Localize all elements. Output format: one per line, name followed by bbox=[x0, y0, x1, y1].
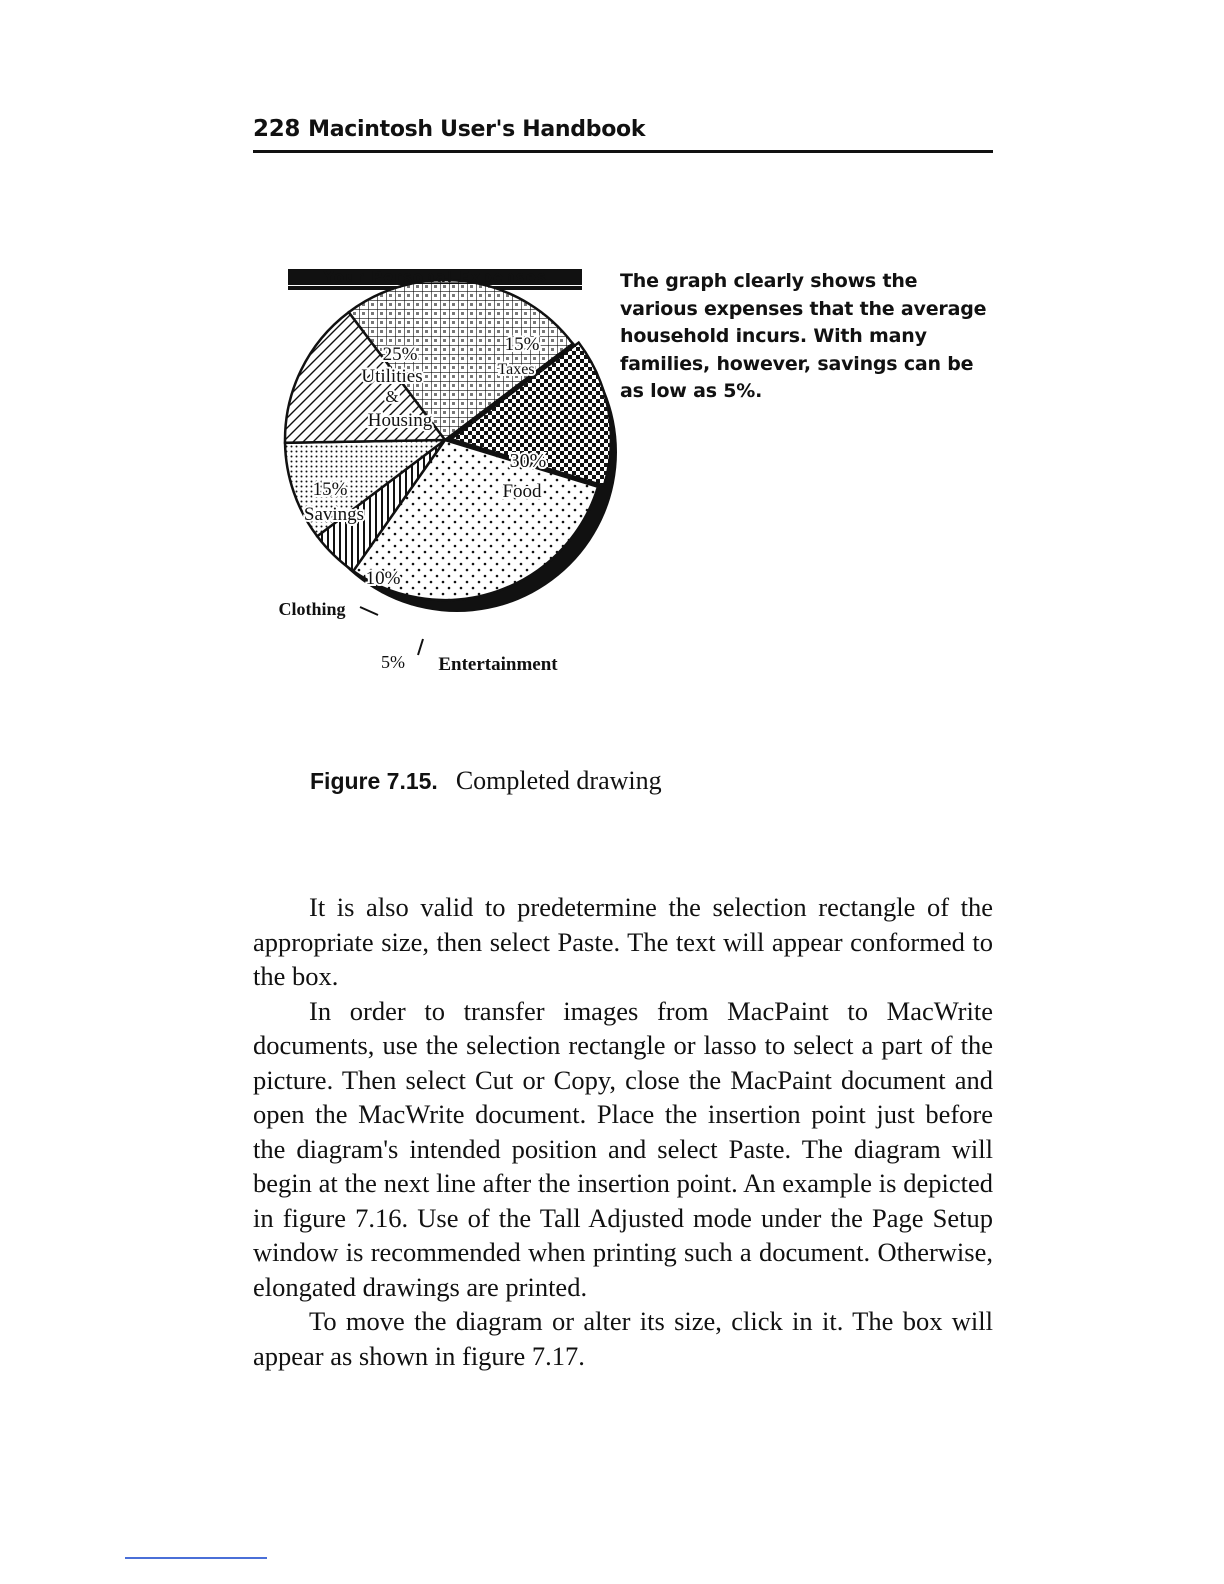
header-text bbox=[253, 116, 645, 142]
pie-chart-figure bbox=[260, 255, 640, 685]
label-clothing: Clothing bbox=[278, 599, 346, 619]
label-savings-percent: 15% bbox=[312, 479, 348, 500]
pie-chart bbox=[260, 255, 640, 685]
figure-caption bbox=[310, 766, 662, 796]
label-taxes: Taxes bbox=[497, 361, 535, 378]
figure-caption-text: Completed drawing bbox=[455, 766, 662, 795]
clothing-leader-line bbox=[360, 607, 378, 615]
footer-rule bbox=[125, 1557, 267, 1559]
label-utilities-percent: 25% bbox=[382, 344, 418, 365]
figure-note: The graph clearly shows the various expenses that the average household incurs. With many families, however, savings can be as low as 5%. bbox=[620, 270, 987, 402]
label-utilities: Utilities bbox=[361, 366, 423, 387]
label-food: Food bbox=[502, 481, 542, 502]
entertainment-leader-line bbox=[418, 639, 423, 655]
label-ampersand: & bbox=[385, 387, 399, 406]
body-text bbox=[253, 890, 993, 1373]
label-savings: Savings bbox=[303, 504, 365, 525]
label-entertainment-percent: 5% bbox=[381, 652, 405, 672]
label-food-percent: 30% bbox=[509, 450, 547, 472]
page-number: 228 bbox=[253, 116, 301, 142]
paragraph: To move the diagram or alter its size, click in it. The box will appear as shown in figure 7.17. bbox=[253, 1306, 993, 1371]
label-entertainment: Entertainment bbox=[438, 654, 558, 675]
paragraph: It is also valid to predetermine the selection rectangle of the appropriate size, then select Paste. The text will appear conformed to the box. bbox=[253, 892, 993, 991]
figure-label: Figure 7.15. bbox=[310, 768, 438, 794]
running-header bbox=[253, 114, 993, 153]
chart-title: Your Personal Expenses bbox=[323, 268, 547, 286]
paragraph: In order to transfer images from MacPaint to MacWrite documents, use the selection rectangle or lasso to select a part of the picture. Then select Cut or Copy, close the MacPaint document and open the MacWrite document. Place the insertion point just before the diagram's intended position and select Paste. The diagram will begin at the next line after the insertion point. An example is depicted in figure 7.16. Use of the Tall Adjusted mode under the Page Setup window is recommended when printing such a document. Otherwise, elongated drawings are printed. bbox=[253, 995, 993, 1302]
book-title: Macintosh User's Handbook bbox=[308, 117, 646, 142]
label-clothing-percent: 10% bbox=[365, 568, 401, 589]
label-housing: Housing bbox=[367, 410, 433, 431]
label-taxes-percent: 15% bbox=[504, 334, 540, 355]
